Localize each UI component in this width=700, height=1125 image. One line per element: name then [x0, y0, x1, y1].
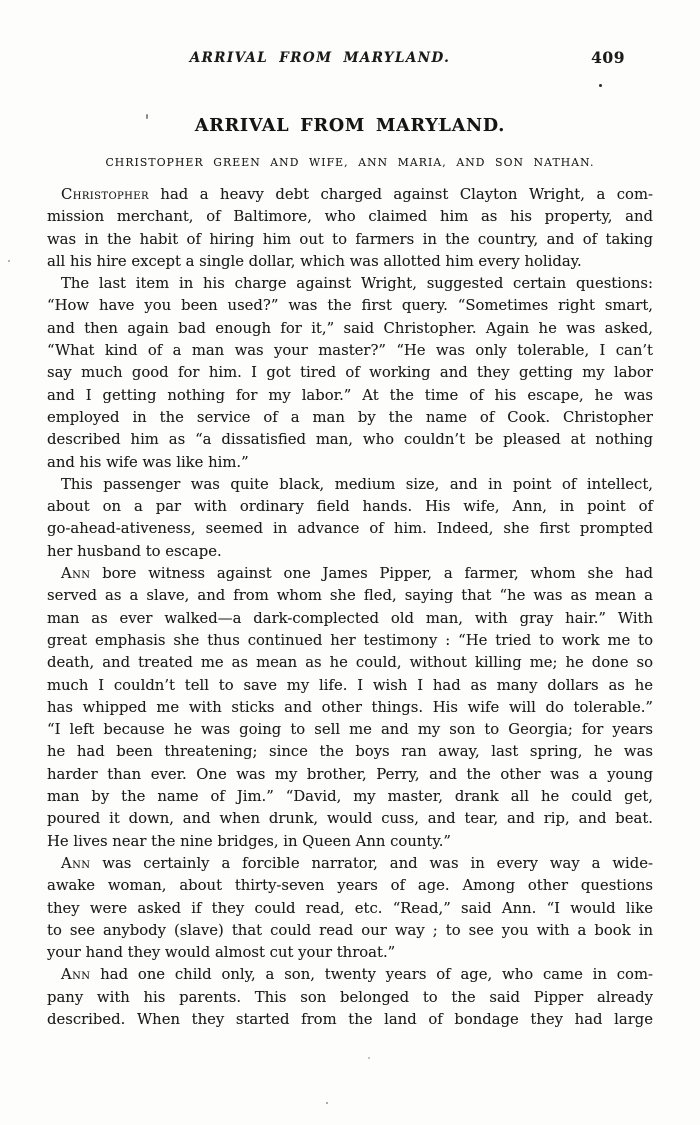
text-line: described. When they started from the land of bondage they had large — [47, 1010, 653, 1028]
text-line: mission merchant, of Baltimore, who claimed him as his property, and — [47, 208, 653, 226]
text-line: He lives near the nine bridges, in Queen Ann county.” — [47, 832, 451, 850]
small-caps-lead: Christopher — [61, 186, 149, 203]
text-line: say much good for him. I got tired of working and they getting my labor — [47, 364, 653, 382]
text-line: pany with his parents. This son belonged to the said Pipper already — [47, 988, 653, 1006]
text-line: Ann was certainly a forcible narrator, and was in every way a wide- — [61, 854, 653, 872]
text-line: great emphasis she thus continued her testimony : “He tried to work me to — [47, 631, 653, 649]
text-line: he had been threatening; since the boys ran away, last spring, he was — [47, 743, 653, 761]
running-header: ARRIVAL FROM MARYLAND. — [189, 50, 451, 66]
text-line: and I getting nothing for my labor.” At the time of his escape, he was — [47, 386, 653, 404]
text-line: go-ahead-ativeness, seemed in advance of him. Indeed, she first prompted — [47, 520, 653, 538]
text-line: employed in the service of a man by the name of Cook. Christopher — [47, 408, 653, 426]
text-line: about on a par with ordinary field hands. His wife, Ann, in point of — [47, 498, 653, 516]
text-line: The last item in his charge against Wright, suggested certain questions: — [61, 275, 653, 293]
chapter-title: ARRIVAL FROM MARYLAND. — [194, 116, 506, 136]
text-line: poured it down, and when drunk, would cuss, and tear, and rip, and beat. — [47, 810, 653, 828]
small-caps-lead: Ann — [61, 565, 91, 583]
text-line: awake woman, about thirty-seven years of age. Among other questions — [47, 877, 653, 895]
text-line: much I couldn’t tell to save my life. I wish I had as many dollars as he — [47, 676, 653, 694]
page-body — [47, 184, 653, 1031]
page-header — [47, 50, 653, 70]
text-line: man as ever walked—a dark-complected old man, with gray hair.” With — [47, 609, 653, 627]
text-line: Christopher had a heavy debt charged against Clayton Wright, a com- — [61, 186, 653, 203]
page-number: 409 — [591, 48, 625, 67]
text-line: Ann bore witness against one James Pipper, a farmer, whom she had — [61, 565, 653, 583]
text-line: “I left because he was going to sell me and my son to Georgia; for years — [47, 721, 653, 739]
ink-speck — [326, 1102, 328, 1104]
text-line: was in the habit of hiring him out to farmers in the country, and of taking — [47, 230, 653, 248]
text-line: and then again bad enough for it,” said Christopher. Again he was asked, — [47, 319, 653, 337]
text-line: has whipped me with sticks and other things. His wife will do tolerable.” — [47, 698, 653, 716]
text-line: they were asked if they could read, etc. “Read,” said Ann. “I would like — [47, 899, 653, 917]
ink-speck — [368, 1057, 370, 1059]
text-line: “What kind of a man was your master?” “He was only tolerable, I can’t — [47, 342, 653, 360]
small-caps-lead: Ann — [61, 854, 91, 872]
text-line: Ann had one child only, a son, twenty years of age, who came in com- — [61, 966, 653, 984]
text-line: to see anybody (slave) that could read our way ; to see you with a book in — [47, 921, 653, 939]
text-line: your hand they would almost cut your throat.” — [47, 944, 396, 962]
chapter-subtitle: CHRISTOPHER GREEN AND WIFE, ANN MARIA, AND SON NATHAN. — [105, 156, 595, 169]
ink-speck — [599, 84, 602, 87]
text-line: This passenger was quite black, medium size, and in point of intellect, — [61, 475, 653, 493]
text-line: her husband to escape. — [47, 542, 222, 560]
text-line: described him as “a dissatisfied man, who couldn’t be pleased at nothing — [47, 431, 653, 449]
text-line: death, and treated me as mean as he could, without killing me; he done so — [47, 654, 653, 672]
text-line: man by the name of Jim.” “David, my master, drank all he could get, — [47, 788, 653, 806]
text-line: and his wife was like him.” — [47, 453, 249, 471]
text-line: all his hire except a single dollar, which was allotted him every holiday. — [47, 252, 582, 270]
ink-speck — [8, 260, 10, 262]
text-line: “How have you been used?” was the first query. “Sometimes right smart, — [47, 297, 653, 315]
text-line: served as a slave, and from whom she fled, saying that “he was as mean a — [47, 587, 653, 605]
text-line: harder than ever. One was my brother, Perry, and the other was a young — [47, 765, 653, 783]
small-caps-lead: Ann — [61, 966, 91, 984]
